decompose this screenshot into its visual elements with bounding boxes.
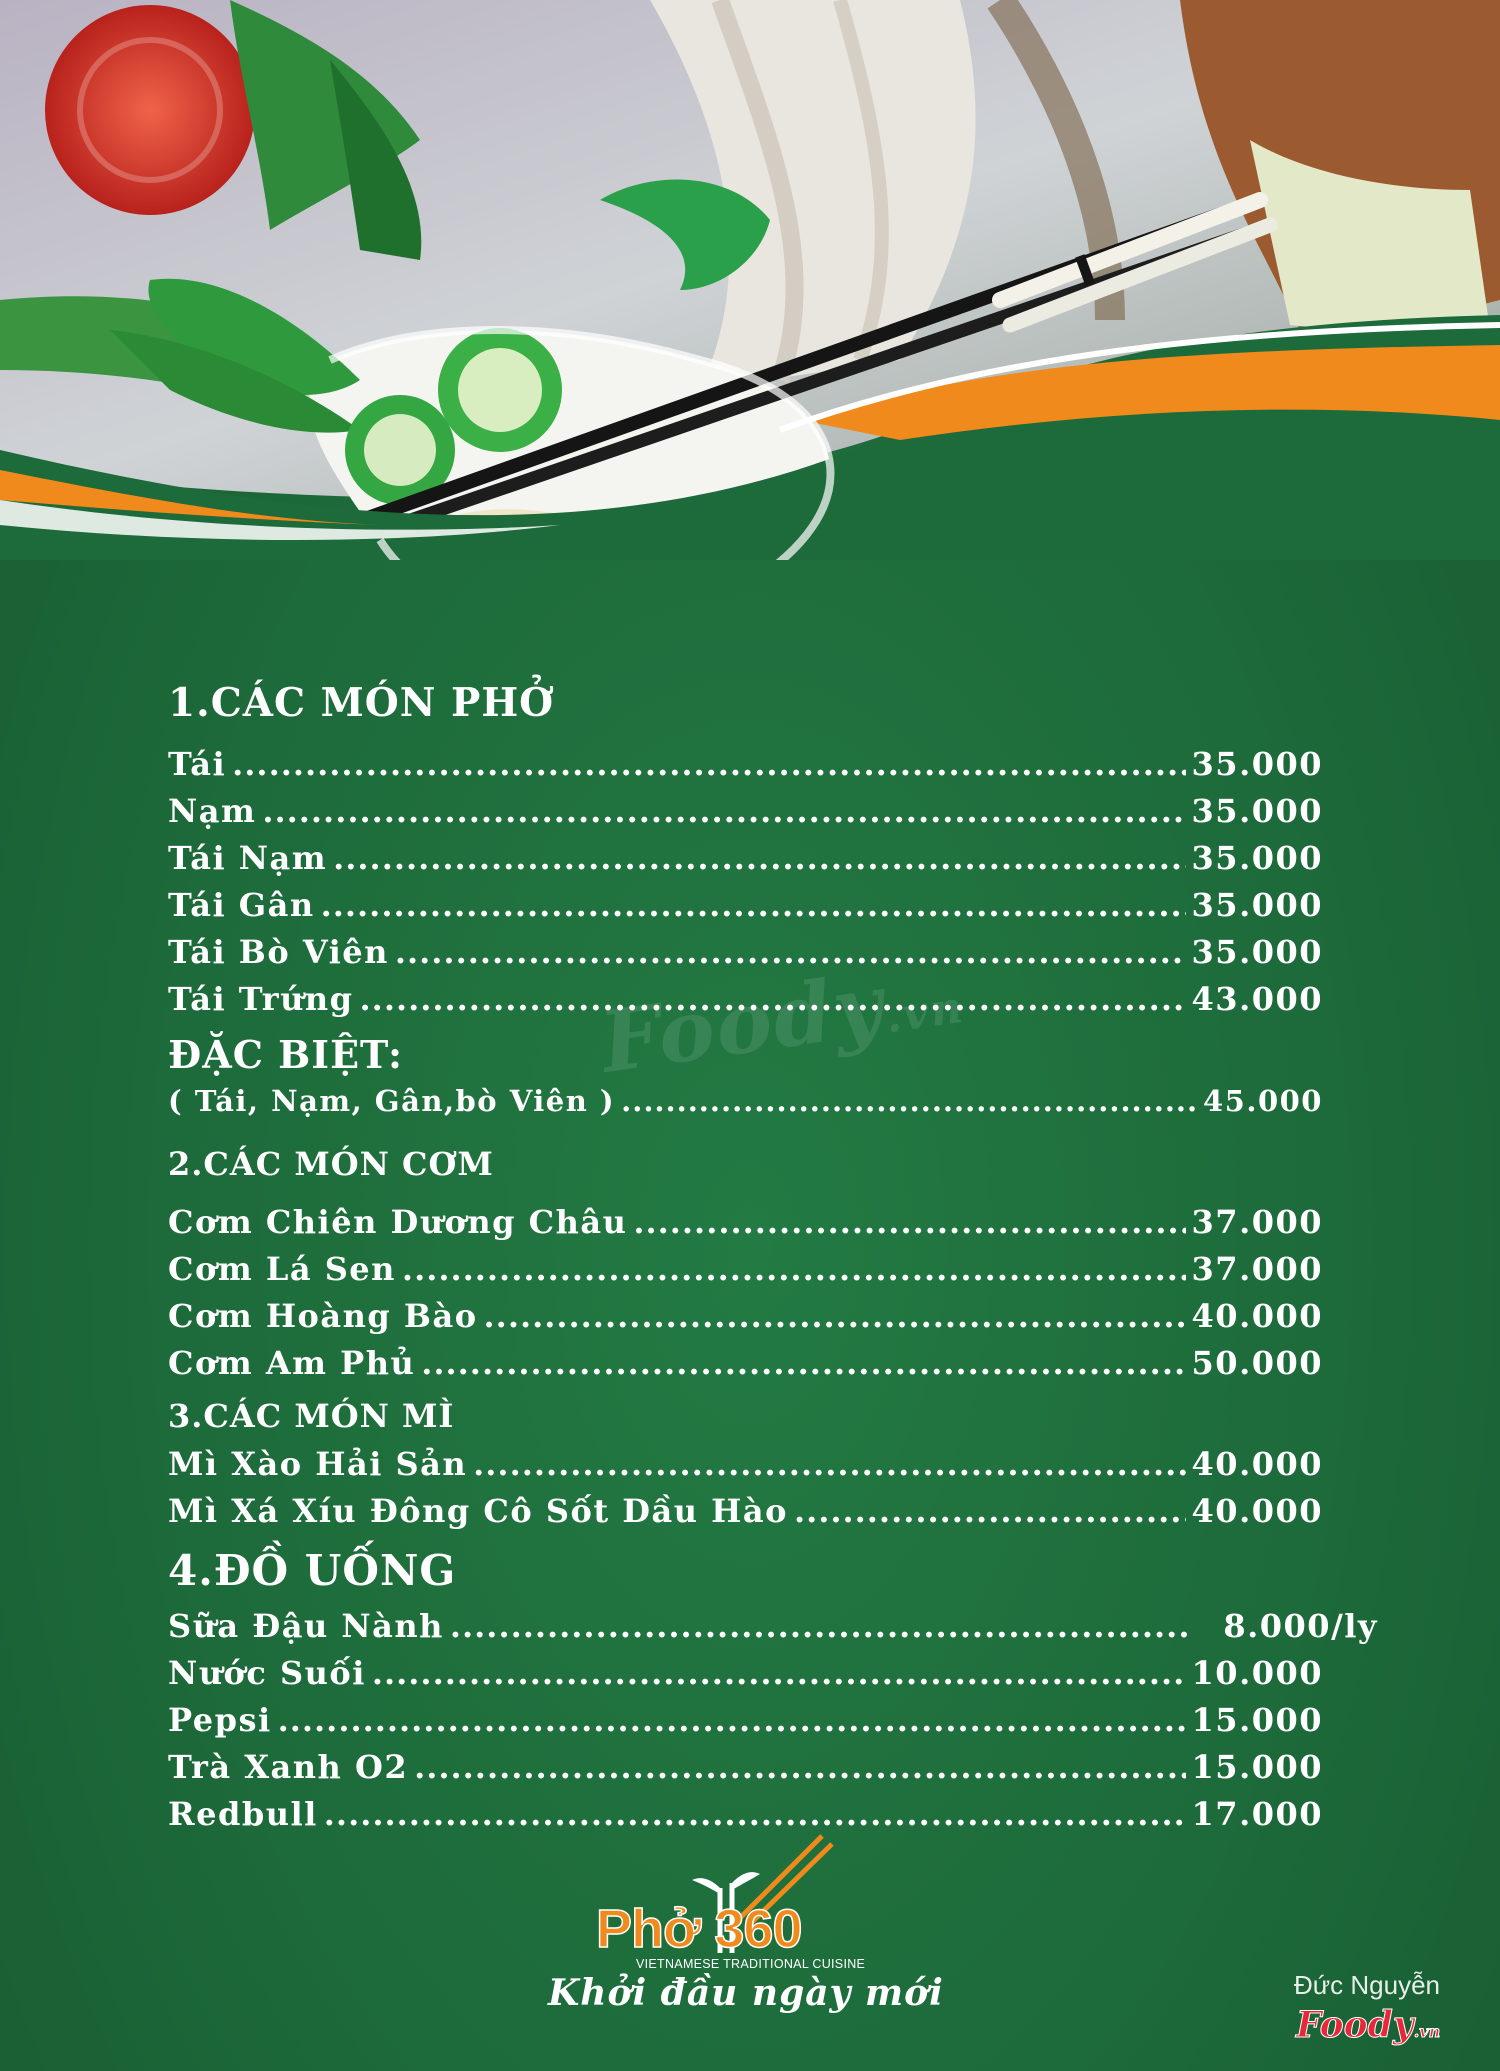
brand-name: Phở 360 [596,1899,802,1959]
dot-leader [395,933,1186,971]
item-price: 50.000 [1191,1344,1323,1382]
dot-leader [333,839,1185,877]
item-name: Mì Xá Xíu Đông Cô Sốt Dầu Hào [168,1492,788,1530]
item-price: 10.000 [1191,1654,1323,1692]
menu-item [168,1748,1323,1788]
dot-leader [484,1297,1186,1335]
item-name: Redbull [168,1795,318,1833]
brand-tagline: VIETNAMESE TRADITIONAL CUISINE [636,1957,866,1971]
item-name: Tái Nạm [168,839,328,877]
menu-item [168,1297,1323,1337]
item-name: Trà Xanh O2 [168,1748,409,1786]
dot-leader [360,980,1186,1018]
section-title-com: 2.CÁC MÓN CƠM [168,1145,494,1183]
item-price: 40.000 [1191,1492,1323,1530]
item-name: Tái Gân [168,886,315,924]
item-name: Tái [168,745,227,783]
item-price: 35.000 [1191,886,1323,924]
item-price: 43.000 [1191,980,1323,1018]
menu-item [168,1445,1323,1485]
item-price: 35.000 [1191,792,1323,830]
menu-item [168,839,1323,879]
dot-leader [633,1203,1185,1241]
photo-credit-author: Đức Nguyễn [1294,1970,1441,2000]
item-price: 15.000 [1191,1748,1323,1786]
photo-credit-site: Foody.vn [1296,2004,1441,2046]
menu-item [168,1492,1323,1532]
menu-item [168,886,1323,926]
item-price: 15.000 [1191,1701,1323,1739]
menu-item [168,745,1323,785]
menu-item [168,1607,1378,1647]
dot-leader [262,792,1185,830]
menu-item [168,1250,1323,1290]
menu-item [168,980,1323,1020]
menu-item-special [168,1084,1323,1124]
item-name: Cơm Hoàng Bào [168,1297,478,1335]
menu-item [168,1203,1323,1243]
hero-food-image [0,0,1500,560]
dot-leader [421,1344,1185,1382]
foody-watermark: Foody.vn [594,954,968,1092]
item-price: 37.000 [1191,1250,1323,1288]
item-price: 17.000 [1191,1795,1323,1833]
item-price: 40.000 [1191,1297,1323,1335]
dot-leader [450,1607,1193,1645]
menu-item [168,933,1323,973]
item-name: Tái Trứng [168,980,354,1018]
item-name: Cơm Chiên Dương Châu [168,1203,628,1241]
dot-leader [402,1250,1186,1288]
item-price: 35.000 [1191,745,1323,783]
item-name: Tái Bò Viên [168,933,389,971]
dot-leader [414,1748,1185,1786]
item-price: 40.000 [1191,1445,1323,1483]
item-name: Nước Suối [168,1654,366,1692]
dot-leader [794,1492,1186,1530]
menu-item [168,1344,1323,1384]
section-title-pho: 1.CÁC MÓN PHỞ [168,680,555,726]
section-title-special: ĐẶC BIỆT: [168,1032,403,1077]
item-name: Mì Xào Hải Sản [168,1445,468,1483]
item-price: 8.000/ly [1223,1607,1378,1645]
dot-leader [321,886,1186,924]
section-title-drinks: 4.ĐỒ UỐNG [168,1546,457,1595]
item-name: Sữa Đậu Nành [168,1607,444,1645]
dot-leader [372,1654,1186,1692]
dot-leader [232,745,1185,783]
brand-slogan: Khởi đầu ngày mới [548,1972,944,2014]
item-price: 37.000 [1191,1203,1323,1241]
menu-item [168,792,1323,832]
dot-leader [473,1445,1185,1483]
item-name: Cơm Am Phủ [168,1344,416,1382]
dot-leader [278,1701,1186,1739]
section-title-mi: 3.CÁC MÓN MÌ [168,1397,455,1435]
item-name: ( Tái, Nạm, Gân,bò Viên ) [168,1084,616,1118]
menu-item [168,1654,1323,1694]
item-name: Nạm [168,792,257,830]
item-price: 35.000 [1191,933,1323,971]
item-price: 35.000 [1191,839,1323,877]
item-name: Cơm Lá Sen [168,1250,396,1288]
item-name: Pepsi [168,1701,272,1739]
dot-leader [621,1084,1197,1118]
item-price: 45.000 [1203,1084,1323,1118]
menu-item [168,1701,1323,1741]
